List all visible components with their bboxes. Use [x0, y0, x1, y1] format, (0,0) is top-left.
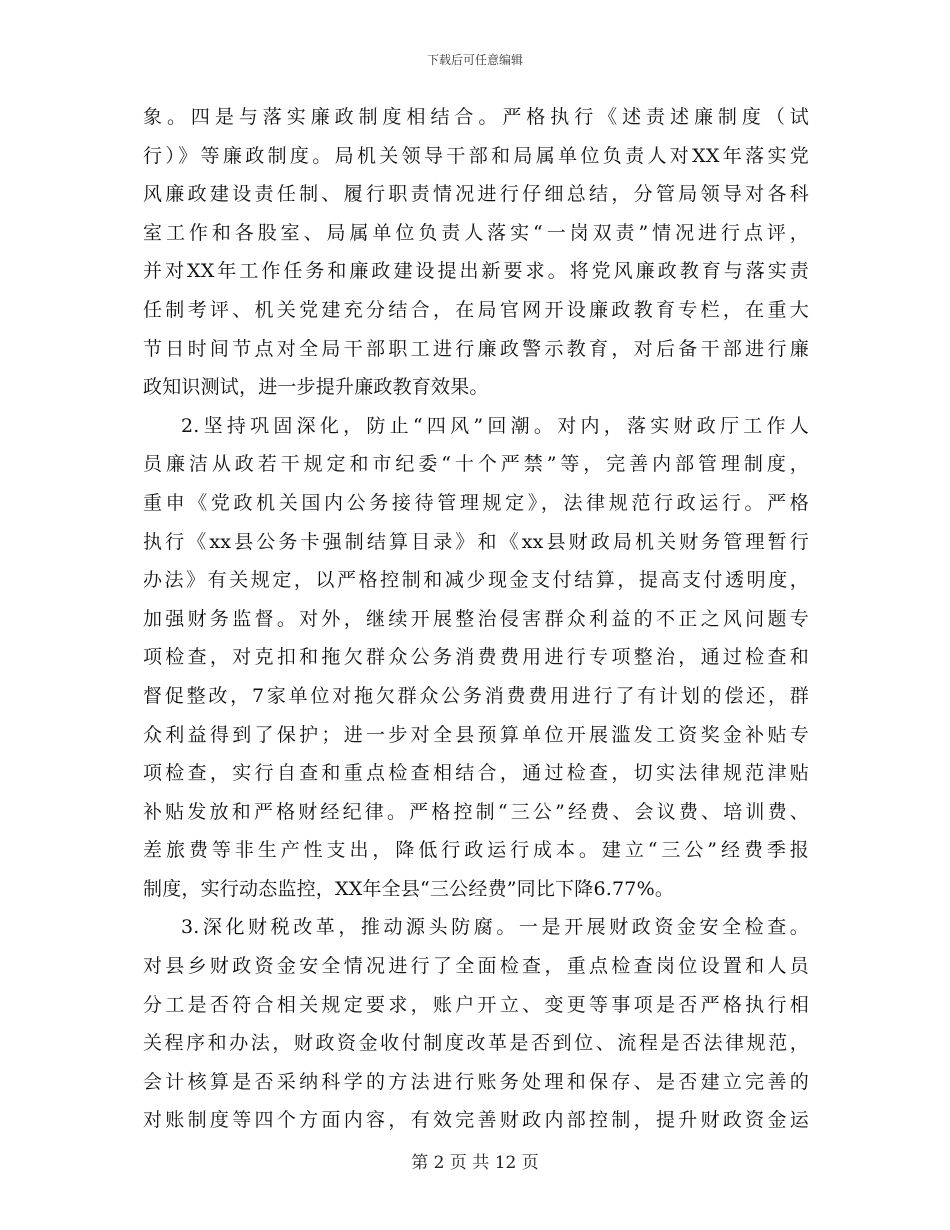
text-line: 并对XX年工作任务和廉政建设提出新要求。将党风廉政教育与落实责	[143, 260, 809, 283]
text-line: 加强财务监督。对外，继续开展整治侵害群众利益的不正之风问题专	[143, 607, 809, 630]
text-line: 员廉洁从政若干规定和市纪委“十个严禁”等，完善内部管理制度，	[143, 453, 809, 476]
text-line: 办法》有关规定，以严格控制和减少现金支付结算，提高支付透明度，	[143, 569, 809, 592]
text-line: 室工作和各股室、局属单位负责人落实“一岗双责”情况进行点评，	[143, 221, 809, 244]
text-line: 制度，实行动态监控，XX年全县“三公经费”同比下降6.77%。	[143, 877, 675, 900]
text-line: 任制考评、机关党建充分结合，在局官网开设廉政教育专栏，在重大	[143, 298, 809, 321]
text-line: 节日时间节点对全局干部职工进行廉政警示教育，对后备干部进行廉	[143, 337, 809, 360]
text-line: 分工是否符合相关规定要求，账户开立、变更等事项是否严格执行相	[143, 993, 809, 1016]
text-line: 项检查，实行自查和重点检查相结合，通过检查，切实法律规范津贴	[143, 762, 809, 785]
text-line: 差旅费等非生产性支出，降低行政运行成本。建立“三公”经费季报	[143, 839, 809, 862]
document-body	[143, 98, 809, 1140]
text-line: 重申《党政机关国内公务接待管理规定》，法律规范行政运行。严格	[143, 491, 809, 514]
text-line: 补贴发放和严格财经纪律。严格控制“三公”经费、会议费、培训费、	[143, 800, 809, 823]
text-line: 行）》等廉政制度。局机关领导干部和局属单位负责人对XX年落实党	[143, 144, 809, 167]
text-line: 政知识测试，进一步提升廉政教育效果。	[143, 376, 489, 399]
text-line: 众利益得到了保护；进一步对全县预算单位开展滥发工资奖金补贴专	[143, 723, 809, 746]
text-line: 对账制度等四个方面内容，有效完善财政内部控制，提升财政资金运	[143, 1109, 809, 1132]
page-footer: 第 2 页 共 12 页	[411, 1153, 539, 1173]
text-line: 关程序和办法，财政资金收付制度改革是否到位、流程是否法律规范，	[143, 1032, 809, 1055]
page-header: 下载后可任意编辑	[426, 53, 523, 67]
paragraph-start: 3.深化财税改革，推动源头防腐。一是开展财政资金安全检查。	[181, 916, 809, 939]
text-line: 督促整改，7家单位对拖欠群众公务消费费用进行了有计划的偿还，群	[143, 684, 809, 707]
text-line: 风廉政建设责任制、履行职责情况进行仔细总结，分管局领导对各科	[143, 183, 809, 206]
text-line: 项检查，对克扣和拖欠群众公务消费费用进行专项整治，通过检查和	[143, 646, 809, 669]
text-line: 对县乡财政资金安全情况进行了全面检查，重点检查岗位设置和人员	[143, 955, 809, 978]
text-line: 执行《xx县公务卡强制结算目录》和《xx县财政局机关财务管理暂行	[143, 530, 809, 553]
text-line: 象。四是与落实廉政制度相结合。严格执行《述责述廉制度（试	[143, 106, 809, 128]
text-line: 会计核算是否采纳科学的方法进行账务处理和保存、是否建立完善的	[143, 1070, 809, 1093]
paragraph-start: 2.坚持巩固深化，防止“四风”回潮。对内，落实财政厅工作人	[181, 414, 809, 437]
